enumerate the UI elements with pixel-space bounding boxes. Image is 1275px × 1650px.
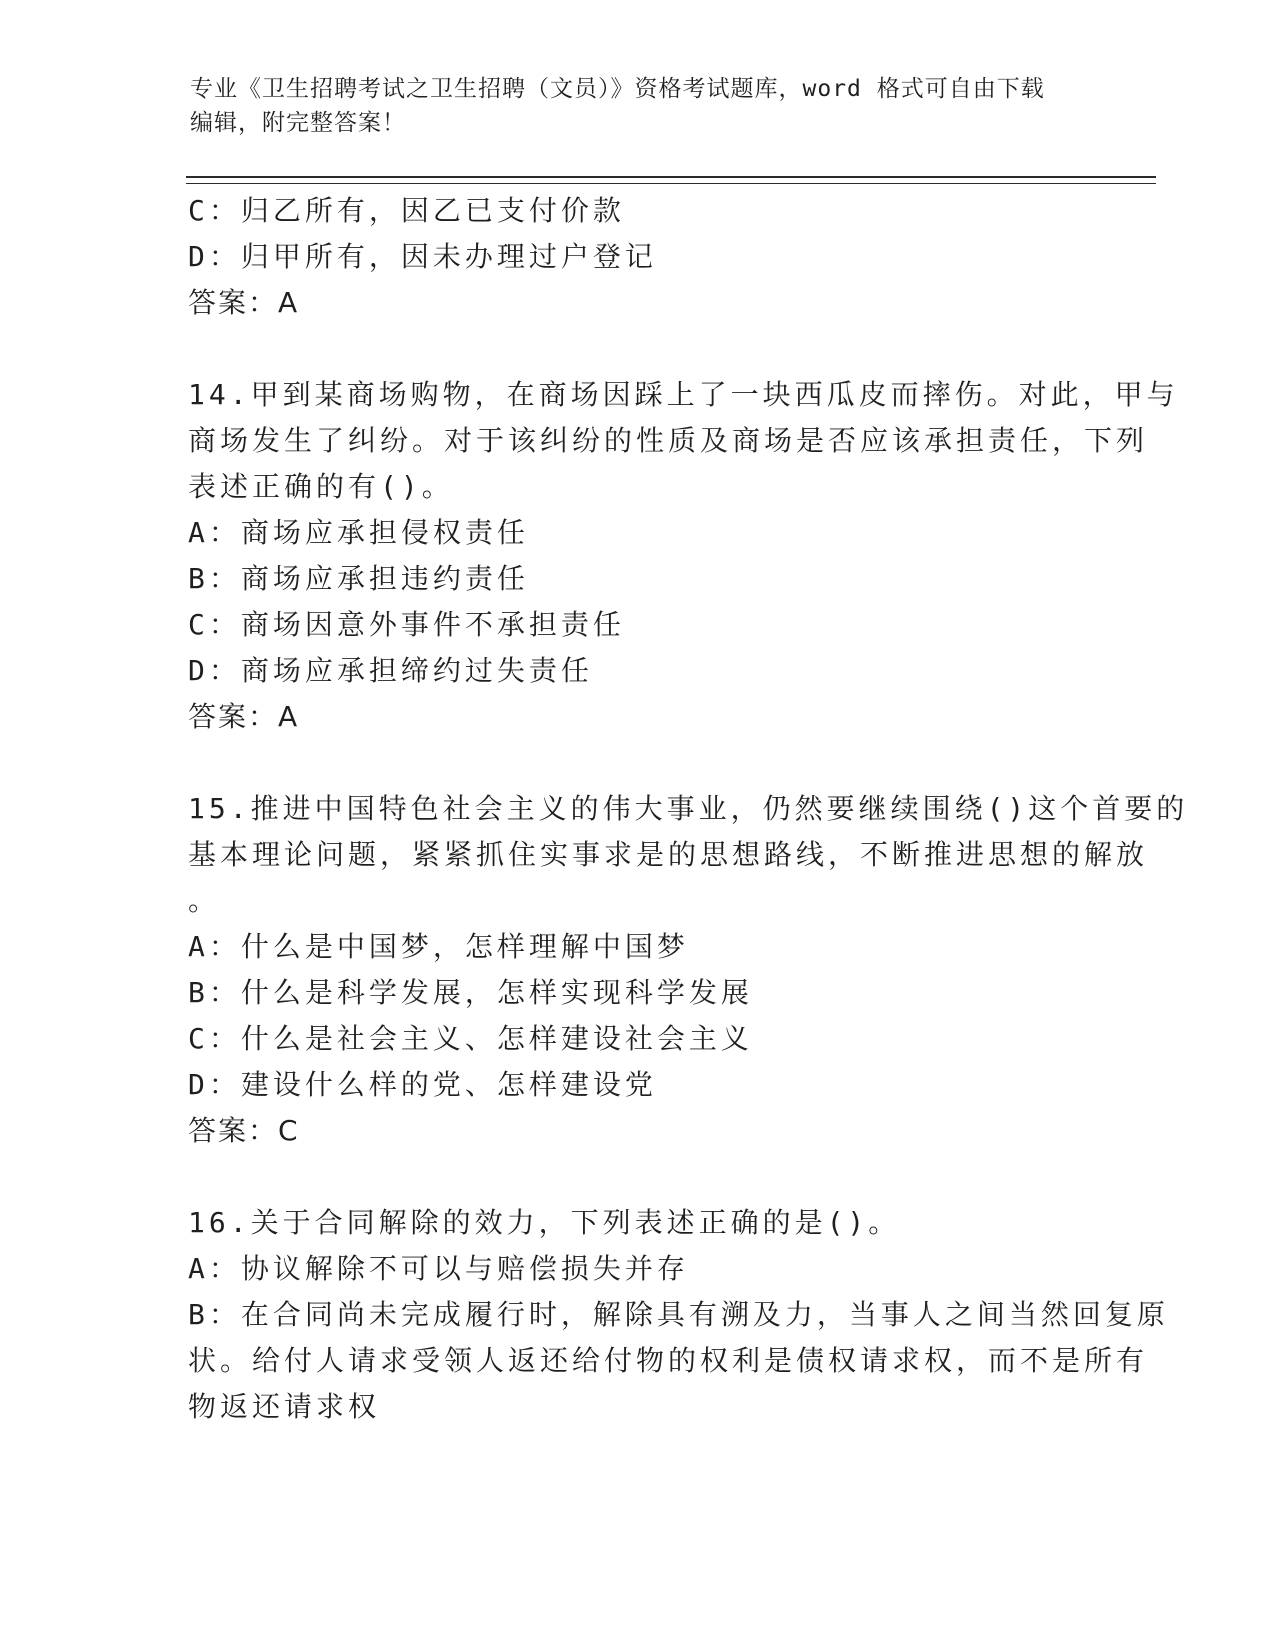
question-stem: 14.甲到某商场购物，在商场因踩上了一块西瓜皮而摔伤。对此，甲与 — [188, 378, 1179, 411]
question-14 — [188, 372, 1179, 740]
question-13-continuation — [188, 188, 1088, 326]
question-16 — [188, 1200, 1169, 1430]
option-d: D：商场应承担缔约过失责任 — [188, 654, 593, 687]
option-b-continued: 状。给付人请求受领人返还给付物的权利是债权请求权，而不是所有 — [188, 1344, 1149, 1377]
page-header — [190, 72, 1090, 140]
option-a: A：协议解除不可以与赔偿损失并存 — [188, 1252, 689, 1285]
question-stem: 基本理论问题，紧紧抓住实事求是的思想路线，不断推进思想的解放 — [188, 838, 1149, 871]
option-b: B：商场应承担违约责任 — [188, 562, 529, 595]
question-stem: 。 — [188, 884, 221, 917]
option-a: A：商场应承担侵权责任 — [188, 516, 529, 549]
option-b: B：在合同尚未完成履行时，解除具有溯及力，当事人之间当然回复原 — [188, 1298, 1169, 1331]
answer-line: 答案：A — [188, 700, 300, 733]
header-line-1: 专业《卫生招聘考试之卫生招聘（文员）》资格考试题库，word 格式可自由下载 — [190, 76, 1045, 102]
spacer — [188, 740, 1088, 786]
question-stem: 表述正确的有()。 — [188, 470, 454, 503]
option-c: C：归乙所有，因乙已支付价款 — [188, 194, 625, 227]
spacer — [188, 1154, 1088, 1200]
question-stem: 15.推进中国特色社会主义的伟大事业，仍然要继续围绕()这个首要的 — [188, 792, 1189, 825]
question-15 — [188, 786, 1189, 1154]
option-b: B：什么是科学发展，怎样实现科学发展 — [188, 976, 753, 1009]
option-c: C：商场因意外事件不承担责任 — [188, 608, 625, 641]
answer-line: 答案：A — [188, 286, 300, 319]
option-d: D：建设什么样的党、怎样建设党 — [188, 1068, 657, 1101]
spacer — [188, 326, 1088, 372]
question-content — [188, 188, 1189, 1430]
header-line-2: 编辑，附完整答案！ — [190, 110, 406, 136]
option-d: D：归甲所有，因未办理过户登记 — [188, 240, 657, 273]
option-a: A：什么是中国梦，怎样理解中国梦 — [188, 930, 689, 963]
header-divider — [186, 176, 1156, 184]
option-b-continued: 物返还请求权 — [188, 1390, 381, 1423]
question-stem: 16.关于合同解除的效力，下列表述正确的是()。 — [188, 1206, 901, 1239]
question-stem: 商场发生了纠纷。对于该纠纷的性质及商场是否应该承担责任，下列 — [188, 424, 1149, 457]
answer-line: 答案：C — [188, 1114, 300, 1147]
option-c: C：什么是社会主义、怎样建设社会主义 — [188, 1022, 753, 1055]
